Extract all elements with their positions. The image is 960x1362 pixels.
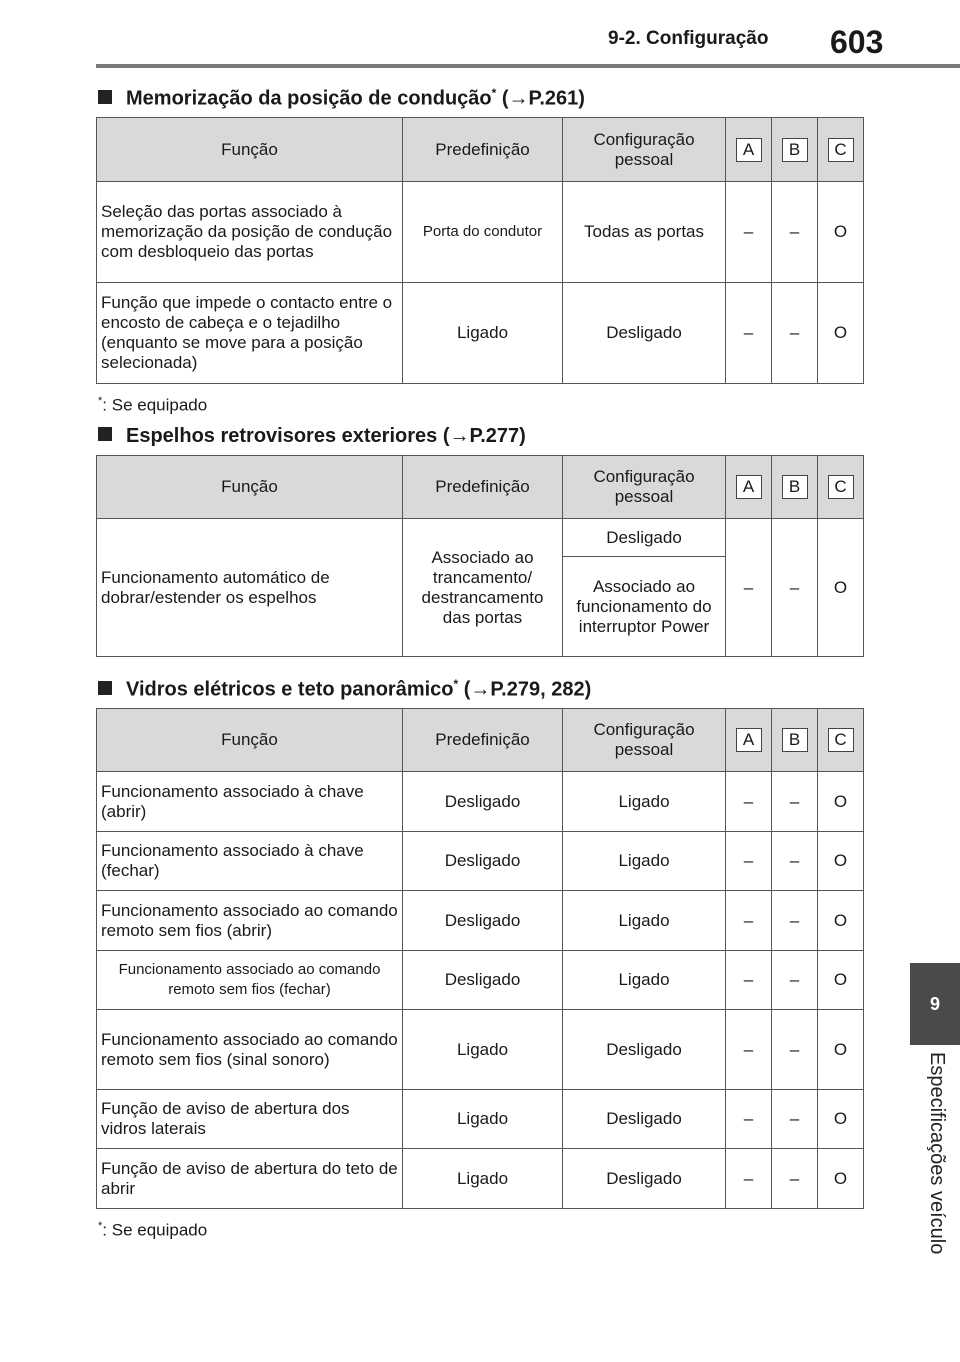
section-title-text: Espelhos retrovisores exteriores [126, 425, 438, 447]
cell-funcao: Funcionamento associado à chave (fechar) [97, 832, 403, 891]
cell-predefinicao: Ligado [403, 1010, 563, 1090]
cell-c: O [818, 283, 864, 384]
column-header: Configuração pessoal [563, 456, 726, 519]
bullet-square-icon [98, 681, 112, 695]
cell-funcao: Funcionamento associado à chave (abrir) [97, 772, 403, 832]
cell-funcao: Funcionamento associado ao comando remoto sem fios (sinal sonoro) [97, 1010, 403, 1090]
cell-predefinicao: Desligado [403, 772, 563, 832]
header-rule [96, 64, 960, 68]
table-row [97, 891, 864, 951]
cell-c: O [818, 1149, 864, 1209]
cell-b: – [772, 1010, 818, 1090]
cell-predefinicao: Ligado [403, 283, 563, 384]
column-header-c: C [828, 475, 854, 499]
footnote [98, 1220, 207, 1241]
table-row [97, 772, 864, 832]
cell-c: O [818, 832, 864, 891]
cell-predefinicao: Desligado [403, 891, 563, 951]
settings-table [96, 117, 864, 384]
cell-predefinicao: Associado ao trancamento/ destrancamento das portas [403, 519, 563, 657]
column-header-c: C [828, 138, 854, 162]
footnote-marker: * [98, 395, 103, 407]
settings-table [96, 455, 864, 657]
table-row [97, 182, 864, 283]
page-number: 603 [830, 24, 884, 60]
bullet-square-icon [98, 427, 112, 441]
column-header: Configuração pessoal [563, 118, 726, 182]
cell-b: – [772, 182, 818, 283]
column-header-b: B [782, 138, 808, 162]
cell-funcao: Função que impede o contacto entre o encosto de cabeça e o tejadilho (enquanto se move para a posição selecionada) [97, 283, 403, 384]
cell-c: O [818, 772, 864, 832]
cell-config: Desligado [563, 1010, 726, 1090]
cell-c: O [818, 519, 864, 657]
cell-config: Desligado [563, 1090, 726, 1149]
cell-config: Associado ao funcionamento do interruptor Power [563, 557, 726, 657]
cell-a: – [726, 772, 772, 832]
cell-config: Ligado [563, 832, 726, 891]
cell-predefinicao: Desligado [403, 832, 563, 891]
cell-config: Ligado [563, 891, 726, 951]
cell-funcao: Funcionamento associado ao comando remoto sem fios (fechar) [97, 951, 403, 1010]
column-header: Predefinição [403, 118, 563, 182]
cell-config: Todas as portas [563, 182, 726, 283]
page-reference: (→P.279, 282) [463, 678, 592, 701]
table-row [97, 1149, 864, 1209]
footnote-marker: * [453, 677, 459, 691]
cell-config: Ligado [563, 951, 726, 1010]
cell-b: – [772, 951, 818, 1010]
cell-c: O [818, 182, 864, 283]
cell-b: – [772, 1149, 818, 1209]
footnote-marker: * [491, 86, 497, 100]
table-row [97, 1010, 864, 1090]
column-header-a: A [736, 728, 762, 752]
cell-funcao: Funcionamento associado ao comando remoto sem fios (abrir) [97, 891, 403, 951]
page-reference: (→P.261) [501, 87, 585, 110]
cell-funcao: Função de aviso de abertura dos vidros laterais [97, 1090, 403, 1149]
cell-c: O [818, 1090, 864, 1149]
cell-predefinicao: Ligado [403, 1090, 563, 1149]
cell-config: Desligado [563, 283, 726, 384]
column-header: Predefinição [403, 456, 563, 519]
cell-config: Desligado [563, 1149, 726, 1209]
cell-b: – [772, 519, 818, 657]
table-header-row [97, 709, 864, 772]
cell-predefinicao: Desligado [403, 951, 563, 1010]
cell-funcao: Funcionamento automático de dobrar/estender os espelhos [97, 519, 403, 657]
column-header: Predefinição [403, 709, 563, 772]
table-row [97, 951, 864, 1010]
settings-table [96, 708, 864, 1209]
section-title [98, 86, 585, 111]
footnote-marker: * [98, 1220, 103, 1232]
footnote [98, 395, 207, 416]
cell-a: – [726, 182, 772, 283]
table-row [97, 283, 864, 384]
column-header: Função [97, 456, 403, 519]
footnote-text: : Se equipado [102, 1220, 208, 1240]
table-row [97, 832, 864, 891]
column-header-a: A [736, 138, 762, 162]
cell-a: – [726, 951, 772, 1010]
page-reference: (→P.277) [442, 425, 526, 447]
column-header-b: B [782, 728, 808, 752]
cell-b: – [772, 283, 818, 384]
cell-a: – [726, 519, 772, 657]
cell-b: – [772, 1090, 818, 1149]
column-header-a: A [736, 475, 762, 499]
section-header: 9-2. Configuração [608, 28, 769, 49]
cell-config: Desligado [563, 519, 726, 557]
section-title [98, 677, 591, 702]
cell-b: – [772, 891, 818, 951]
cell-funcao: Seleção das portas associado à memorização da posição de condução com desbloqueio das portas [97, 182, 403, 283]
table-row [97, 1090, 864, 1149]
cell-b: – [772, 772, 818, 832]
table-header-row [97, 456, 864, 519]
cell-a: – [726, 832, 772, 891]
cell-funcao: Função de aviso de abertura do teto de abrir [97, 1149, 403, 1209]
cell-predefinicao: Porta do condutor [403, 182, 563, 283]
footnote-text: : Se equipado [102, 395, 208, 415]
column-header: Função [97, 118, 403, 182]
cell-a: – [726, 891, 772, 951]
table-header-row [97, 118, 864, 182]
chapter-label: Especificações veículo [926, 1052, 948, 1255]
section-title-text: Memorização da posição de condução [126, 87, 492, 110]
cell-config: Ligado [563, 772, 726, 832]
chapter-tab: 9 [910, 963, 960, 1045]
cell-b: – [772, 832, 818, 891]
cell-a: – [726, 1010, 772, 1090]
column-header: Função [97, 709, 403, 772]
cell-c: O [818, 1010, 864, 1090]
cell-c: O [818, 891, 864, 951]
section-title [98, 425, 526, 448]
cell-a: – [726, 1090, 772, 1149]
section-title-text: Vidros elétricos e teto panorâmico [126, 678, 454, 701]
cell-c: O [818, 951, 864, 1010]
cell-a: – [726, 1149, 772, 1209]
column-header: Configuração pessoal [563, 709, 726, 772]
column-header-c: C [828, 728, 854, 752]
bullet-square-icon [98, 90, 112, 104]
cell-predefinicao: Ligado [403, 1149, 563, 1209]
column-header-b: B [782, 475, 808, 499]
table-row [97, 519, 864, 557]
cell-a: – [726, 283, 772, 384]
